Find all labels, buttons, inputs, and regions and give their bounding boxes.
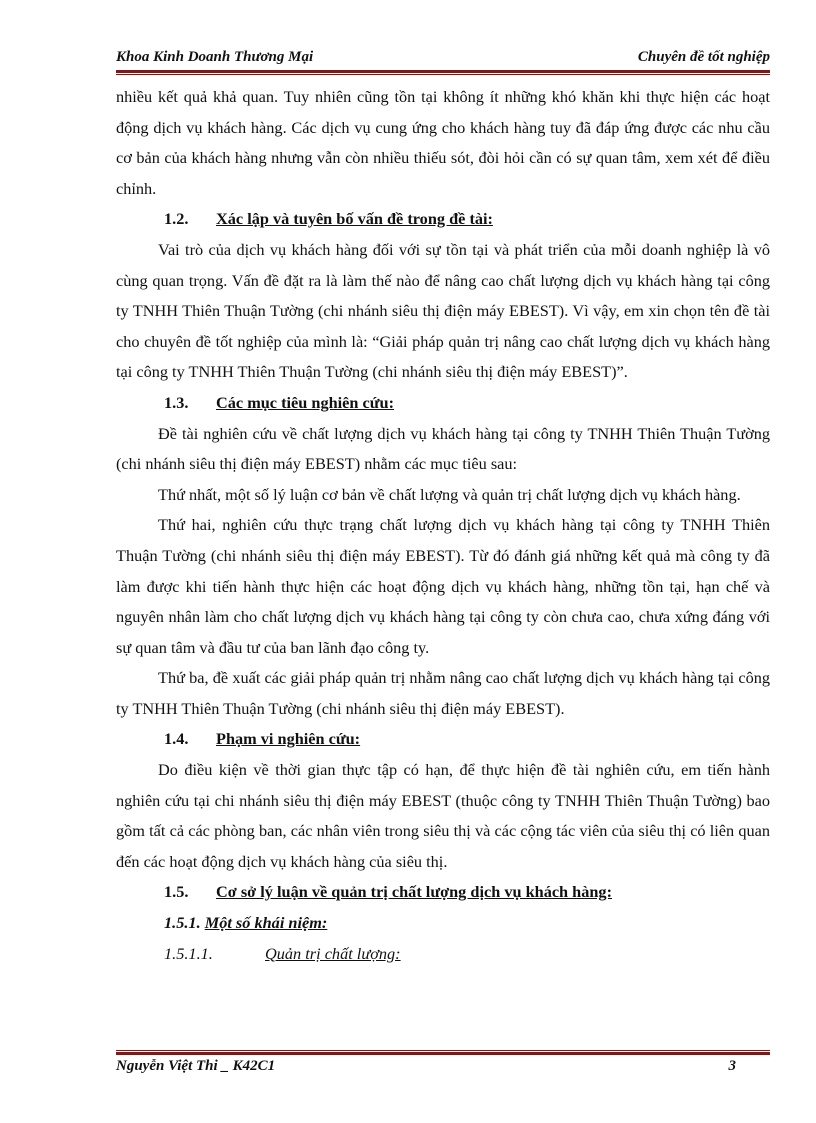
paragraph: Đề tài nghiên cứu về chất lượng dịch vụ khách hàng tại công ty TNHH Thiên Thuận Tường (chi nhánh siêu thị điện máy EBEST) nhằm các mục tiêu sau: <box>116 423 770 474</box>
page-footer <box>116 1058 770 1080</box>
footer-rule <box>116 1050 770 1055</box>
section-heading-1-4 <box>116 724 770 755</box>
page-body <box>116 82 770 969</box>
section-heading-1-5 <box>116 877 770 908</box>
paragraph: Vai trò của dịch vụ khách hàng đối với sự tồn tại và phát triển của mỗi doanh nghiệp là vô cùng quan trọng. Vấn đề đặt ra là làm thế nào để nâng cao chất lượng dịch vụ khách hàng tại công ty TNHH Thiên Thuận Tường (chi nhánh siêu thị điện máy EBEST). Vì vậy, em xin chọn tên đề tài cho chuyên đề tốt nghiệp của mình là: “Giải pháp quản trị nâng cao chất lượng dịch vụ khách hàng tại công ty TNHH Thiên Thuận Tường (chi nhánh siêu thị điện máy EBEST)”. <box>116 239 770 382</box>
section-number: 1.2. <box>164 209 189 229</box>
section-number: 1.5.1.1. <box>164 943 213 963</box>
section-title: Xác lập và tuyên bố vấn đề trong đề tài: <box>216 209 493 229</box>
section-title: Cơ sở lý luận về quản trị chất lượng dịch vụ khách hàng: <box>216 882 612 902</box>
paragraph: Do điều kiện về thời gian thực tập có hạn, để thực hiện đề tài nghiên cứu, em tiến hành nghiên cứu tại chi nhánh siêu thị điện máy EBEST (thuộc công ty TNHH Thiên Thuận Tường) bao gồm tất cả các phòng ban, các nhân viên trong siêu thị và các cộng tác viên của siêu thị có liên quan đến các hoạt động dịch vụ khách hàng của siêu thị. <box>116 760 770 871</box>
section-title: Phạm vi nghiên cứu: <box>216 729 361 749</box>
section-heading-1-2 <box>116 204 770 235</box>
section-number: 1.5.1. <box>164 913 201 933</box>
section-heading-1-3 <box>116 388 770 419</box>
section-title: Quản trị chất lượng: <box>265 943 401 963</box>
page-header <box>116 47 770 69</box>
header-faculty: Khoa Kinh Doanh Thương Mại <box>116 49 314 65</box>
paragraph: Thứ ba, đề xuất các giải pháp quản trị nhằm nâng cao chất lượng dịch vụ khách hàng tại công ty TNHH Thiên Thuận Tường (chi nhánh siêu thị điện máy EBEST). <box>116 668 770 718</box>
section-number: 1.4. <box>164 729 189 749</box>
paragraph: Thứ nhất, một số lý luận cơ bản về chất lượng và quản trị chất lượng dịch vụ khách hàng. <box>158 484 741 504</box>
section-number: 1.5. <box>164 882 189 902</box>
paragraph: Thứ hai, nghiên cứu thực trạng chất lượng dịch vụ khách hàng tại công ty TNHH Thiên Thuận Tường (chi nhánh siêu thị điện máy EBEST). Từ đó đánh giá những kết quả mà công ty đã làm được khi tiến hành thực hiện các hoạt động dịch vụ khách hàng, những tồn tại, hạn chế và nguyên nhân làm cho chất lượng dịch vụ khách hàng tại công ty còn chưa cao, chưa xứng đáng với sự quan tâm và đầu tư của ban lãnh đạo công ty. <box>116 515 770 657</box>
subsection-heading-1-5-1 <box>116 908 770 939</box>
footer-author: Nguyễn Việt Thi _ K42C1 <box>116 1058 276 1074</box>
subsection-heading-1-5-1-1 <box>116 939 770 970</box>
section-number: 1.3. <box>164 392 189 412</box>
header-rule <box>116 70 770 75</box>
section-title: Một số khái niệm: <box>204 913 328 933</box>
page-number: 3 <box>728 1058 736 1074</box>
header-doc-type: Chuyên đề tốt nghiệp <box>637 49 770 65</box>
section-title: Các mục tiêu nghiên cứu: <box>216 392 395 412</box>
paragraph: nhiều kết quả khả quan. Tuy nhiên cũng tồn tại không ít những khó khăn khi thực hiện các hoạt động dịch vụ khách hàng. Các dịch vụ cung ứng cho khách hàng tuy đã đáp ứng được các nhu cầu cơ bản của khách hàng nhưng vẫn còn nhiều thiếu sót, đòi hỏi cần có sự quan tâm, xem xét để điều chỉnh. <box>116 87 770 198</box>
